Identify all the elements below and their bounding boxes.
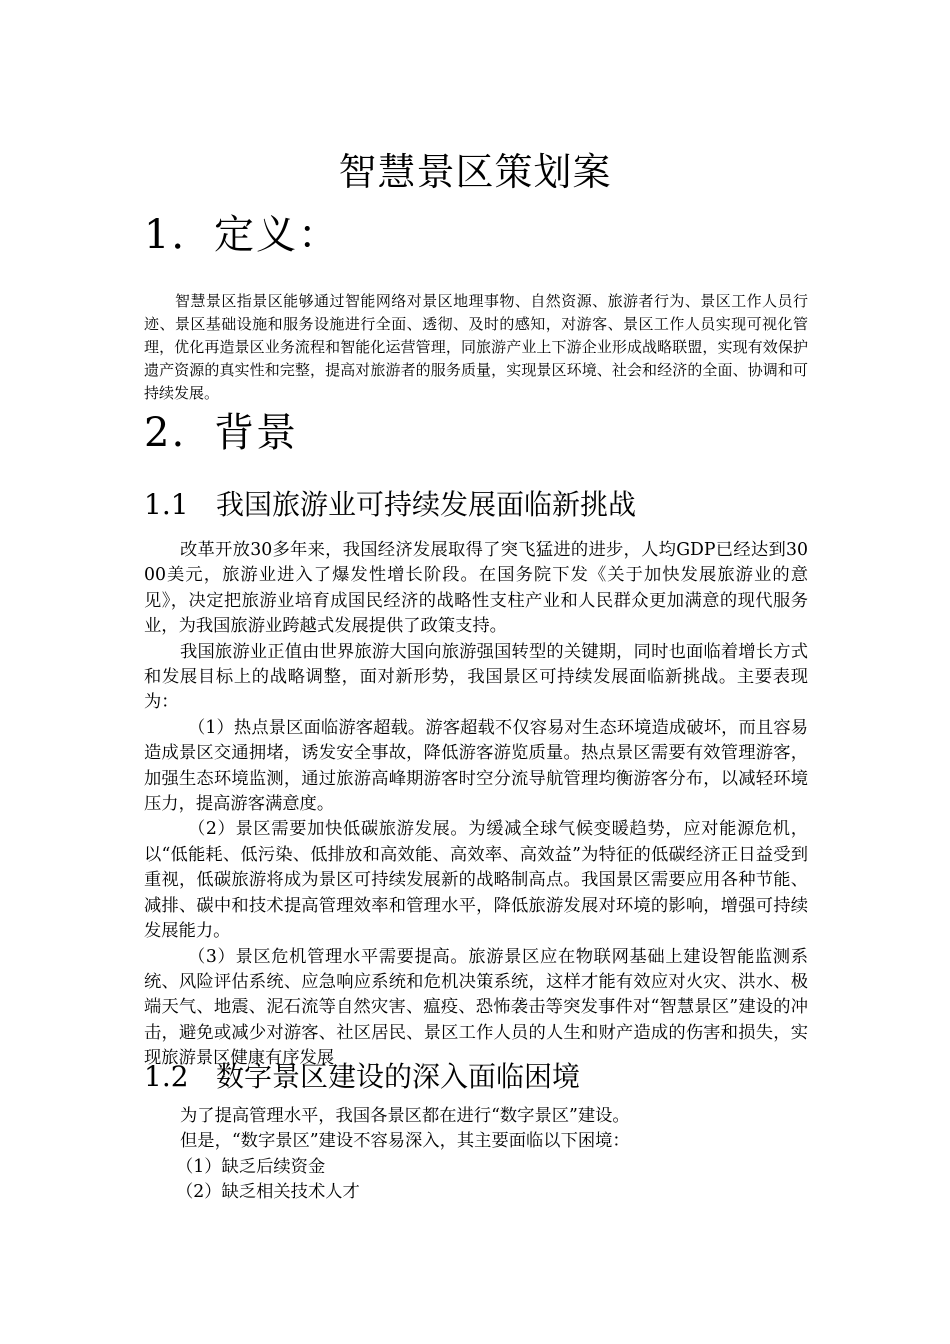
difficulties-body (144, 1104, 808, 1206)
section-number: 2. (144, 410, 187, 456)
body-line: 为了提高管理水平，我国各景区都在进行“数字景区”建设。 (180, 1106, 630, 1126)
subsection-number: 1.1 (144, 488, 189, 521)
section-number: 1． (144, 212, 214, 258)
subsection-heading-challenges (144, 486, 636, 524)
list-item: （2）缺乏相关技术人才 (176, 1182, 360, 1203)
document-title: 智慧景区策划案 (338, 150, 612, 194)
subsection-heading-difficulties (144, 1058, 580, 1096)
body-paragraph: 改革开放30多年来，我国经济发展取得了突飞猛进的进步，人均GDP已经达到3000美元，旅游业进入了爆发性增长阶段。在国务院下发《关于加快发展旅游业的意见》，决定把旅游业培育成国民经济的战略性支柱产业和人民群众更加满意的现代服务业，为我国旅游业跨越式发展提供了政策支持。 (144, 540, 808, 637)
subsection-title: 我国旅游业可持续发展面临新挑战 (216, 488, 637, 521)
list-paragraph: （3）景区危机管理水平需要提高。旅游景区应在物联网基础上建设智能监测系统、风险评估系统、应急响应系统和危机决策系统，这样才能有效应对火灾、洪水、极端天气、地震、泥石流等自然灾害、瘟疫、恐怖袭击等突发事件对“智慧景区”建设的冲击，避免或减少对游客、社区居民、景区工作人员的人生和财产造成的伤害和损失，实现旅游景区健康有序发展 (144, 946, 808, 1069)
subsection-title: 数字景区建设的深入面临困境 (216, 1060, 581, 1093)
body-paragraph: 我国旅游业正值由世界旅游大国向旅游强国转型的关键期，同时也面临着增长方式和发展目标上的战略调整，面对新形势，我国景区可持续发展面临新挑战。主要表现为： (144, 641, 808, 713)
list-item: （1）缺乏后续资金 (176, 1156, 326, 1177)
section-heading-background (144, 408, 298, 458)
section-title: 背景 (214, 410, 298, 456)
list-paragraph: （2）景区需要加快低碳旅游发展。为缓减全球气候变暖趋势，应对能源危机，以“低能耗、低污染、低排放和高效能、高效率、高效益”为特征的低碳经济正日益受到重视，低碳旅游将成为景区可持续发展新的战略制高点。我国景区需要应用各种节能、减排、碳中和技术提高管理效率和管理水平，降低旅游发展对环境的影响，增强可持续发展能力。 (144, 819, 808, 942)
body-line: 但是，“数字景区”建设不容易深入，其主要面临以下困境： (180, 1131, 630, 1152)
subsection-number: 1.2 (144, 1060, 189, 1093)
section-title: 定义： (214, 212, 340, 258)
section-heading-definition (144, 210, 340, 260)
definition-paragraph: 智慧景区指景区能够通过智能网络对景区地理事物、自然资源、旅游者行为、景区工作人员行迹、景区基础设施和服务设施进行全面、透彻、及时的感知，对游客、景区工作人员实现可视化管理，优化再造景区业务流程和智能化运营管理，同旅游产业上下游企业形成战略联盟，实现有效保护遗产资源的真实性和完整，提高对旅游者的服务质量，实现景区环境、社会和经济的全面、协调和可持续发展。 (144, 292, 808, 402)
list-paragraph: （1）热点景区面临游客超载。游客超载不仅容易对生态环境造成破坏，而且容易造成景区交通拥堵，诱发安全事故，降低游客游览质量。热点景区需要有效管理游客，加强生态环境监测，通过旅游高峰期游客时空分流导航管理均衡游客分布，以减轻环境压力，提高游客满意度。 (144, 717, 808, 815)
challenges-body (144, 538, 808, 1072)
